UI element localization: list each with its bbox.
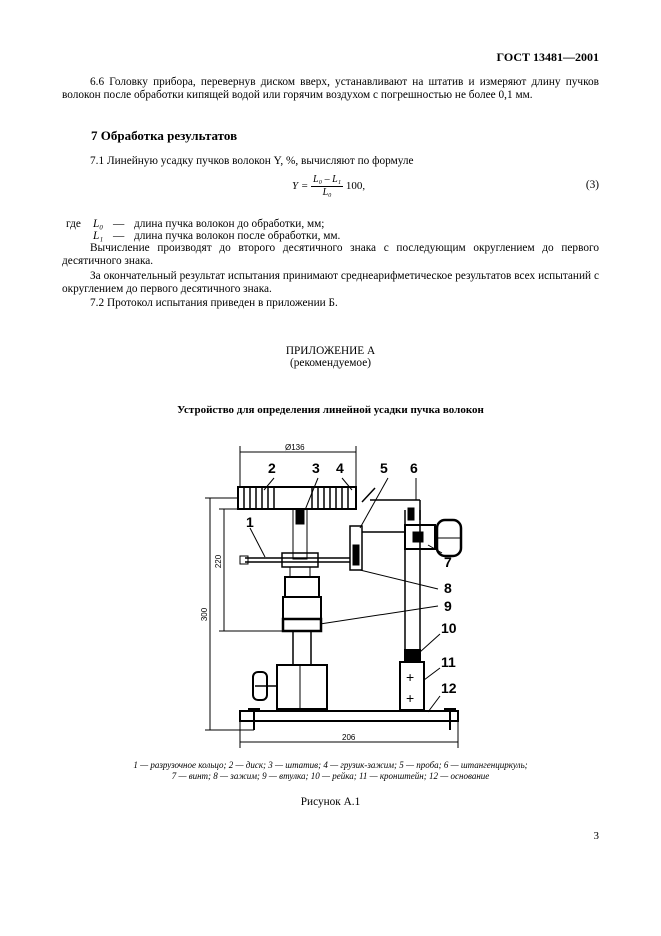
- dim-bottom: 206: [342, 733, 356, 742]
- formula-number: (3): [585, 179, 599, 191]
- label-11: 11: [441, 654, 456, 670]
- appendix-subtitle: (рекомендуемое): [290, 357, 371, 369]
- figure-legend-line1: 1 — разрузочное кольцо; 2 — диск; 3 — штатив; 4 — грузик-зажим; 5 — проба; 6 — штангенциркуль;: [133, 760, 528, 770]
- device-drawing: [195, 438, 485, 752]
- appendix-title: ПРИЛОЖЕНИЕ А: [285, 345, 376, 357]
- where-l0-symbol: L₀: [93, 218, 104, 230]
- where-prefix: где: [66, 218, 81, 230]
- svg-text:+: +: [406, 690, 415, 706]
- svg-text:+: +: [406, 669, 415, 685]
- label-9: 9: [444, 598, 452, 614]
- formula: [292, 174, 365, 199]
- label-8: 8: [444, 580, 452, 596]
- label-2: 2: [268, 460, 276, 476]
- formula-denominator: L₀: [322, 187, 332, 198]
- paragraph-final-result: За окончательный результат испытания принимают среднеарифметическое результатов всех испытаний с округлением до первого десятичного знака.: [62, 270, 599, 295]
- appendix-heading: Устройство для определения линейной усадки пучка волокон: [177, 404, 484, 416]
- label-1: 1: [246, 514, 254, 530]
- formula-fraction: [311, 174, 343, 199]
- label-3: 3: [312, 460, 320, 476]
- label-7: 7: [444, 554, 452, 570]
- dim-height-upper: 220: [214, 554, 224, 569]
- paragraph-calculation: Вычисление производят до второго десятичного знака с последующим округлением до первого десятичного знака.: [62, 242, 599, 267]
- formula-factor: 100,: [345, 180, 366, 193]
- formula-lhs: Y =: [292, 180, 309, 193]
- dim-height-total: 300: [200, 607, 210, 622]
- where-l1-text: длина пучка волокон после обработки, мм.: [134, 230, 341, 242]
- label-4: 4: [336, 460, 344, 476]
- paragraph-6-6: 6.6 Головку прибора, перевернув диском вверх, устанавливают на штатив и измеряют длину пучков волокон после обработки кипящей водой или горячим воздухом с погрешностью не более 0,1 мм.: [62, 76, 599, 101]
- paragraph-7-2: 7.2 Протокол испытания приведен в приложении Б.: [90, 297, 338, 309]
- where-l0-dash: —: [113, 218, 125, 230]
- label-5: 5: [380, 460, 388, 476]
- document-id: ГОСТ 13481—2001: [496, 50, 599, 64]
- page-number: 3: [593, 830, 599, 842]
- paragraph-7-1: 7.1 Линейную усадку пучков волокон Y, %, вычисляют по формуле: [90, 155, 414, 167]
- dim-top: Ø136: [285, 443, 305, 452]
- section-7-title: 7 Обработка результатов: [91, 128, 238, 143]
- where-l1-dash: —: [113, 230, 125, 242]
- label-10: 10: [441, 620, 457, 636]
- where-l0-text: длина пучка волокон до обработки, мм;: [134, 218, 325, 230]
- label-6: 6: [410, 460, 418, 476]
- where-l1-symbol: L₁: [93, 230, 104, 242]
- formula-numerator: L₀ – L₁: [313, 174, 342, 185]
- figure-title: Рисунок А.1: [300, 796, 361, 808]
- label-12: 12: [441, 680, 457, 696]
- figure-legend-line2: 7 — винт; 8 — зажим; 9 — втулка; 10 — рейка; 11 — кронштейн; 12 — основание: [171, 771, 490, 781]
